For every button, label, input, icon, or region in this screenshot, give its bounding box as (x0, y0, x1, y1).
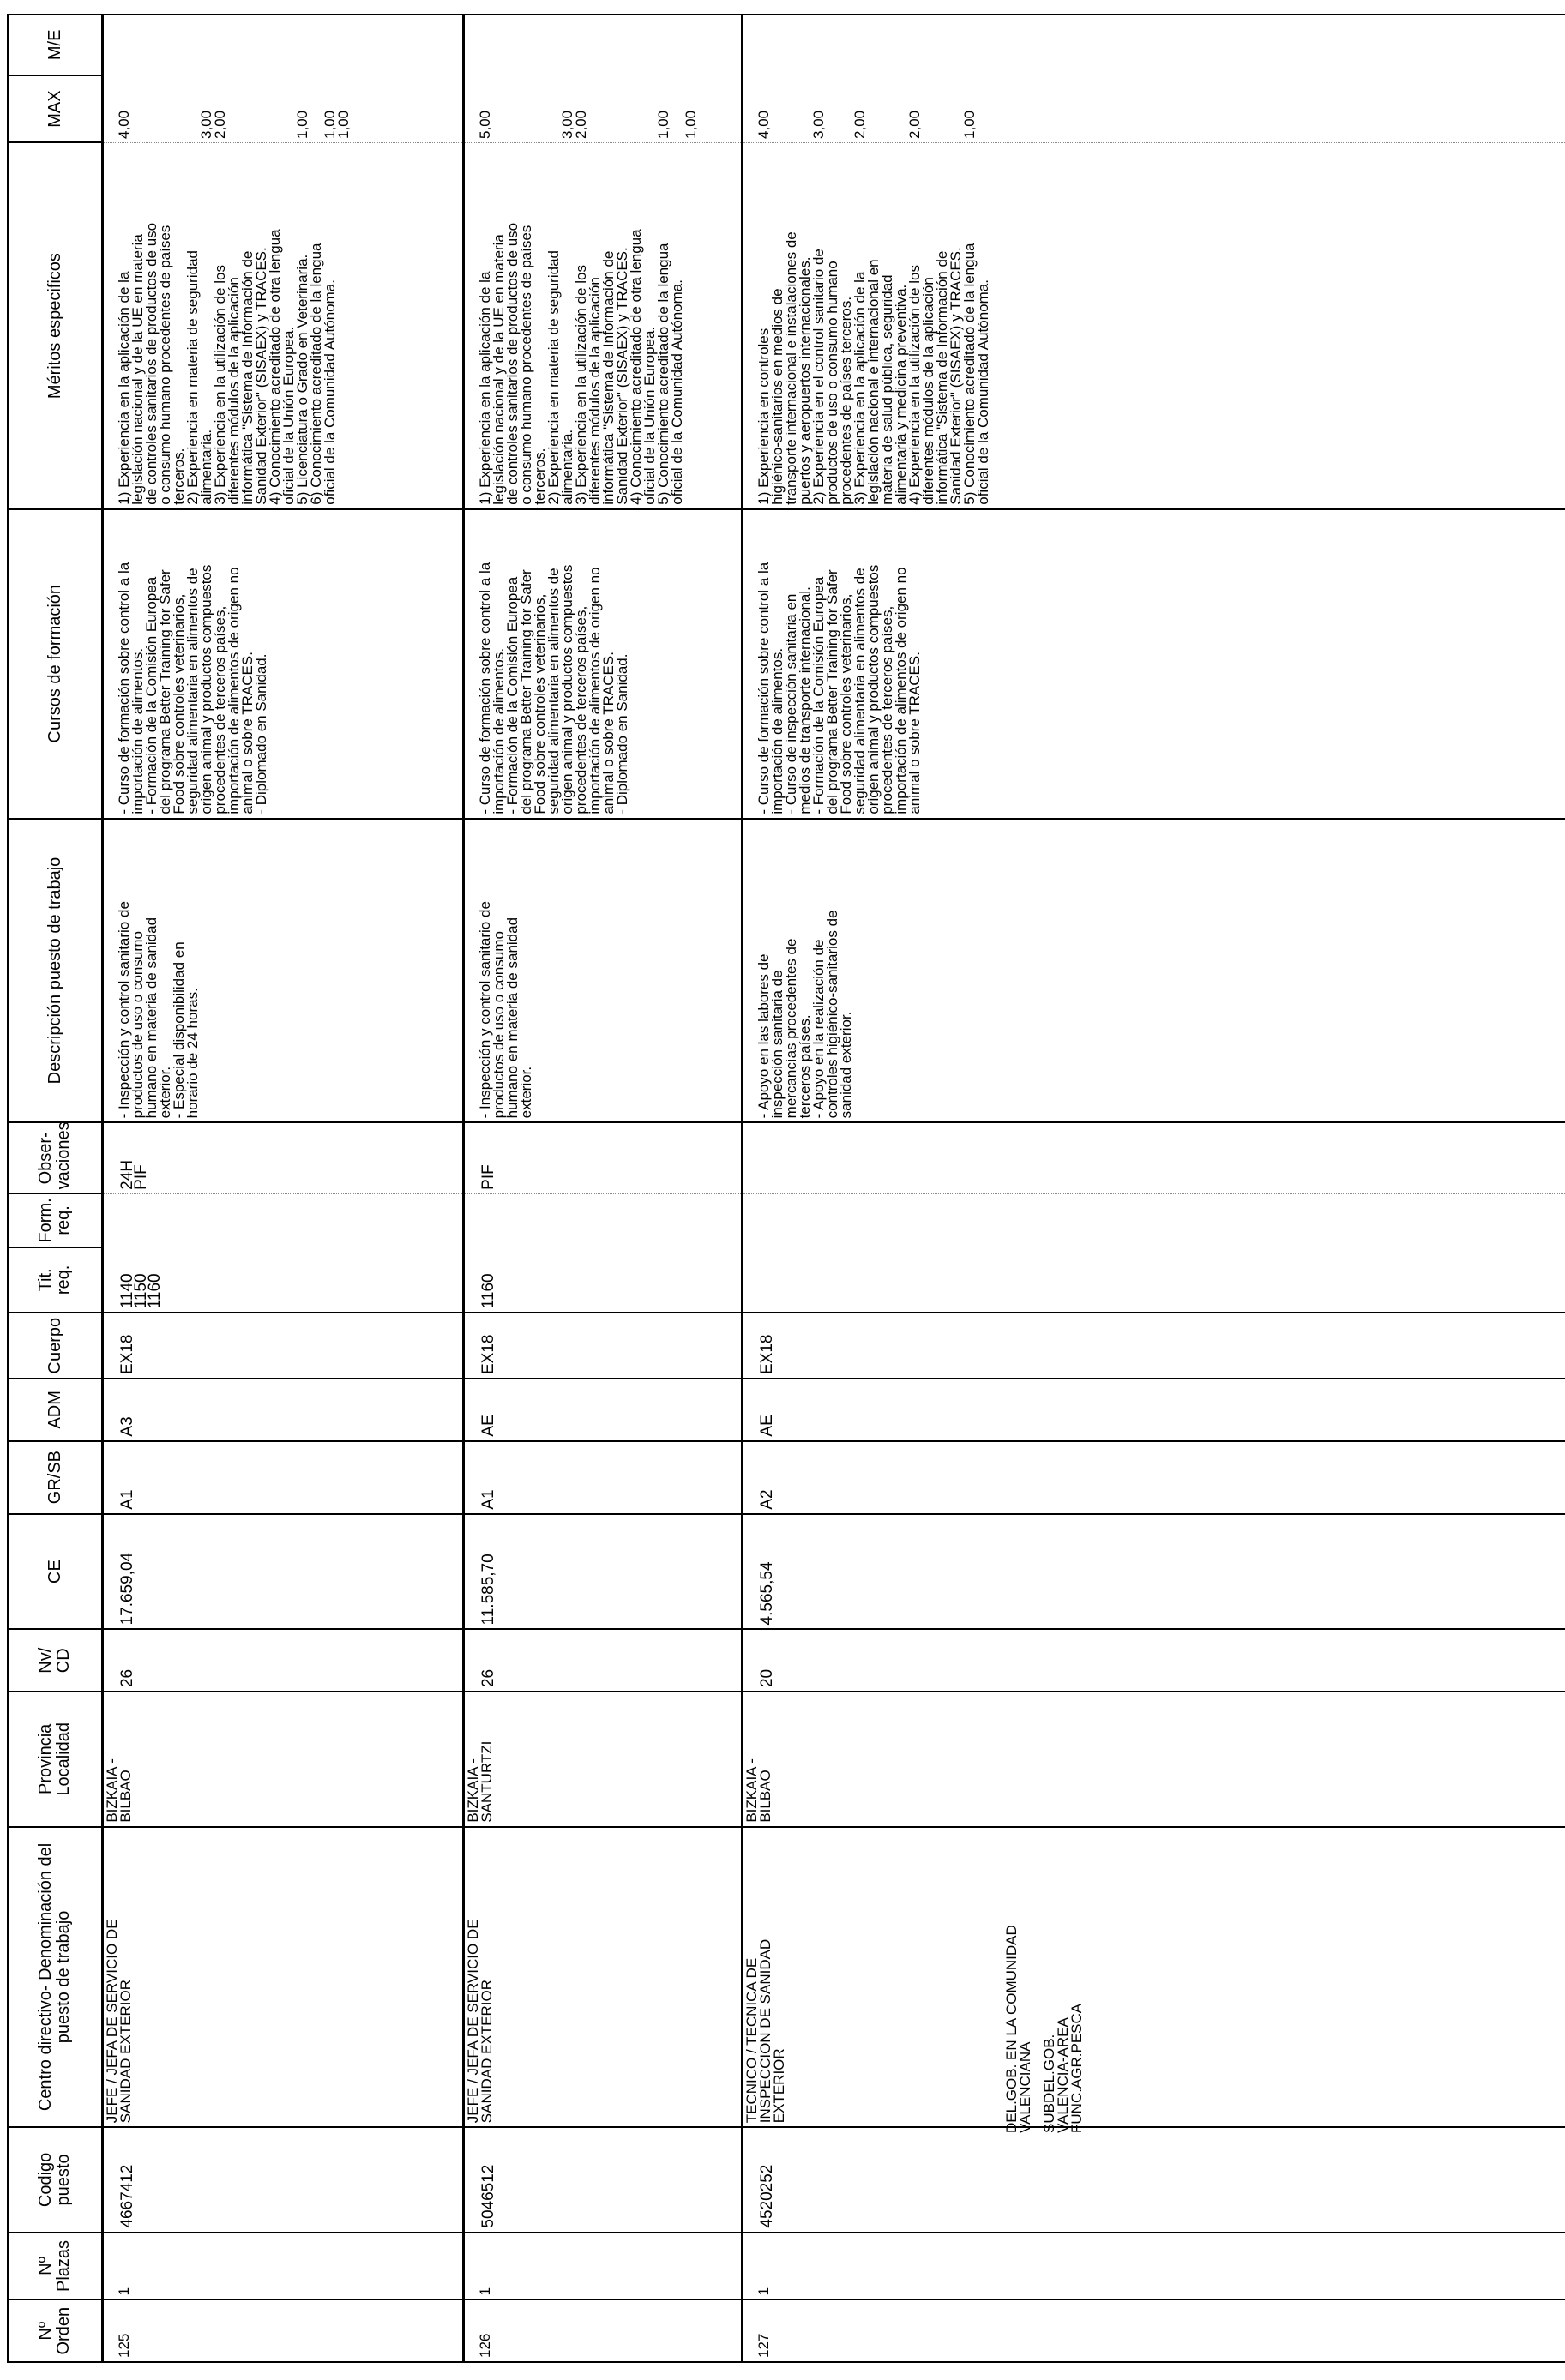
adm-cell: A3 (118, 1416, 136, 1437)
observaciones-cell: PIF (479, 1164, 497, 1190)
header-titulacion: Tit. req. (8, 1247, 103, 1313)
cursos-cell: - Curso de formación sobre control a la importación de alimentos. - Curso de inspección sanitaria en medios de transporte internacional. - Formación de la Comisión Europea del programa Better Training for Safer Food sobre controles veterinarios, seguridad alimentaria en alimentos de origen animal y productos compuestos procedentes de terceros países, importación de alimentos de origen no animal o sobre TRACES. (755, 562, 923, 814)
cuerpo-cell: EX18 (758, 1334, 776, 1374)
header-row (8, 15, 103, 2362)
adm-cell: AE (758, 1415, 776, 1437)
provincia-cell: BIZKAIA - SANTURTZI (465, 1740, 495, 1823)
titulacion-cell: 1140 1150 1160 (118, 1273, 164, 1309)
meritos-cell: 1) Experiencia en la aplicación de la legislación nacional y de la UE en materia de controles sanitarios de productos de uso o consumo humano procedentes de países terceros. 2) Experiencia en materia de seguridad alimentaria. 3) Experiencia en la utilización de los diferentes módulos de la aplicación informática "Sistema de Información de Sanidad Exterior" (SISAEX) y TRACES. 4) Conocimiento acreditado de otra lengua oficial de la Unión Europea. 5) Conocimiento acreditado de la lengua oficial de la Comunidad Autónoma. (477, 222, 685, 505)
header-formacion: Form. req. (8, 1193, 103, 1247)
titulacion-cell (743, 1251, 761, 1308)
formacion-cell (104, 1198, 121, 1243)
grupo-cell: A1 (118, 1489, 136, 1510)
provincia-cell: BIZKAIA - BILBAO (104, 1758, 134, 1823)
codigo-cell: 4667412 (118, 2164, 136, 2228)
orden-cell: 127 (755, 2333, 772, 2358)
max-cell: 5,00 3,00 2,00 1,00 1,00 (477, 110, 699, 139)
plazas-cell: 1 (116, 2287, 132, 2296)
ce-cell: 17.659,04 (118, 1552, 136, 1626)
header-meritos: Méritos especificos (8, 142, 103, 508)
adm-cell: AE (479, 1415, 497, 1437)
cursos-cell: - Curso de formación sobre control a la importación de alimentos. - Formación de la Comisión Europea del programa Better Training for Safer Food sobre controles veterinarios, seguridad alimentaria en alimentos de origen animal y productos compuestos procedentes de terceros países, importación de alimentos de origen no animal o sobre TRACES. - Diplomado en Sanidad. (477, 562, 630, 814)
meritos-cell: 1) Experiencia en controles higiénico-sanitarios en medios de transporte internacional e instalaciones de puertos y aeropuertos internacionales. 2) Experiencia en el control sanitario de productos de uso o consumo humano procedentes de países terceros. 3) Experiencia en la aplicación de la legislación nacional e internacional en materia de salud pública, seguridad alimentaria y medicina preventiva. 4) Experiencia en la utilización de los diferentes módulos de la aplicación informática "Sistema de Información de Sanidad Exterior" (SISAEX) y TRACES. 5) Conocimiento acreditado de la lengua oficial de la Comunidad Autónoma. (755, 231, 991, 505)
header-cuerpo: Cuerpo (8, 1313, 103, 1379)
table-row (103, 15, 464, 2362)
cursos-cell: - Curso de formación sobre control a la importación de alimentos. - Formación de la Comisión Europea del programa Better Training for Safer Food sobre controles veterinarios, seguridad alimentaria en alimentos de origen animal y productos compuestos procedentes de terceros países, importación de alimentos de origen no animal o sobre TRACES. - Diplomado en Sanidad. (116, 562, 269, 814)
max-cell: 4,00 3,00 2,00 1,00 1,00 1,00 (116, 110, 352, 139)
section-delegacion: DEL.GOB. EN LA COMUNIDAD VALENCIANA (1003, 1925, 1033, 2133)
header-descripcion: Descripción puesto de trabajo (8, 819, 103, 1123)
nivel-cell: 20 (758, 1668, 776, 1688)
header-grupo: GR/SB (8, 1441, 103, 1514)
titulacion-cell: 1160 (479, 1273, 497, 1309)
meritos-cell: 1) Experiencia en la aplicación de la legislación nacional y de la UE en materia de controles sanitarios de productos de uso o consumo humano procedentes de países terceros. 2) Experiencia en materia de seguridad alimentaria. 3) Experiencia en la utilización de los diferentes módulos de la aplicación informática "Sistema de Información de Sanidad Exterior" (SISAEX) y TRACES. 4) Conocimiento acreditado de otra lengua oficial de la Unión Europea. 5) Licenciatura o Grado en Veterinaria. 6) Conocimiento acreditado de la lengua oficial de la Comunidad Autónoma. (116, 222, 338, 505)
plazas-cell: 1 (477, 2287, 493, 2296)
header-orden: Nº Orden (8, 2299, 103, 2362)
positions-table (7, 14, 1565, 2363)
grupo-cell: A1 (479, 1489, 497, 1510)
header-provincia: Provincia Localidad (8, 1692, 103, 1827)
header-cursos: Cursos de formación (8, 509, 103, 819)
codigo-cell: 4520252 (758, 2164, 776, 2228)
table-row (743, 15, 1565, 2362)
cuerpo-cell: EX18 (118, 1334, 136, 1374)
nivel-cell: 26 (118, 1668, 136, 1688)
provincia-cell: BIZKAIA - BILBAO (743, 1758, 773, 1823)
header-me: M/E (8, 15, 103, 75)
observaciones-cell (743, 1127, 761, 1189)
max-cell: 4,00 3,00 2,00 2,00 1,00 (755, 110, 978, 139)
descripcion-cell: - Apoyo en las labores de inspección sanitaria de mercancías procedentes de terceros países. - Apoyo en la realización de controles higiénico-sanitarios de sanidad exterior. (755, 910, 854, 1119)
centro-cell: JEFE / JEFA DE SERVICIO DE SANIDAD EXTERIOR (104, 1919, 134, 2124)
centro-cell: JEFE / JEFA DE SERVICIO DE SANIDAD EXTERIOR (465, 1919, 495, 2124)
grupo-cell: A2 (758, 1489, 776, 1510)
table-row (464, 15, 743, 2362)
centro-cell: TECNICO / TECNICA DE INSPECCION DE SANIDAD EXTERIOR (743, 1938, 787, 2124)
header-max: MAX (8, 75, 103, 143)
header-ce: CE (8, 1514, 103, 1630)
formacion-cell (465, 1198, 482, 1243)
descripcion-cell: - Inspección y control sanitario de productos de uso o consumo humano en materia de sanidad exterior. (477, 901, 534, 1119)
header-adm: ADM (8, 1379, 103, 1441)
cuerpo-cell: EX18 (479, 1334, 497, 1374)
orden-cell: 125 (116, 2333, 132, 2358)
orden-cell: 126 (477, 2333, 493, 2358)
plazas-cell: 1 (755, 2287, 772, 2296)
codigo-cell: 5046512 (479, 2164, 497, 2228)
me-cell (743, 19, 757, 71)
header-nivel: Nv/ CD (8, 1629, 103, 1692)
header-centro: Centro directivo- Denominación del puesto de trabajo (8, 1827, 103, 2128)
header-plazas: Nº Plazas (8, 2233, 103, 2300)
formacion-cell (743, 1198, 761, 1243)
me-cell (465, 19, 479, 71)
nivel-cell: 26 (479, 1668, 497, 1688)
me-cell (104, 19, 117, 71)
ce-cell: 4.565,54 (758, 1561, 776, 1626)
header-codigo: Codigo puesto (8, 2127, 103, 2232)
descripcion-cell: - Inspección y control sanitario de productos de uso o consumo humano en materia de sanidad exterior. - Especial disponibilidad en horario de 24 horas. (116, 901, 201, 1119)
ce-cell: 11.585,70 (479, 1554, 497, 1626)
header-observaciones: Obser- vaciones (8, 1122, 103, 1193)
section-subdelegacion: SUBDEL.GOB. VALENCIA-AREA FUNC.AGR.PESCA (1041, 2003, 1085, 2133)
observaciones-cell: 24H PIF (118, 1159, 150, 1190)
